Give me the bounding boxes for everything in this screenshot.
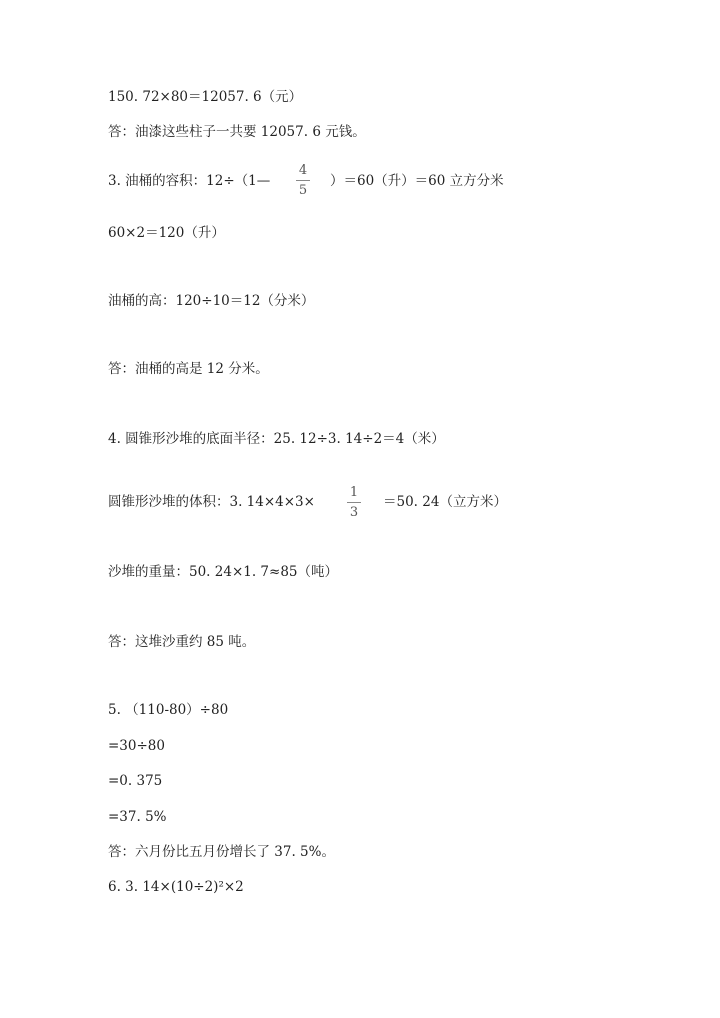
problem-5-step-3: =37. 5% bbox=[108, 809, 167, 825]
calc-line-cost: 150. 72×80＝12057. 6（元） bbox=[108, 89, 303, 105]
problem-4-volume-end: ＝50. 24（立方米） bbox=[383, 494, 507, 510]
answer-line-growth: 答：六月份比五月份增长了 37. 5%。 bbox=[108, 844, 335, 860]
calc-line-weight: 沙堆的重量：50. 24×1. 7≈85（吨） bbox=[108, 564, 339, 580]
calc-line-height: 油桶的高：120÷10＝12（分米） bbox=[108, 293, 315, 309]
fraction-bar bbox=[347, 502, 361, 503]
problem-3-volume-end: ）＝60（升）＝60 立方分米 bbox=[330, 173, 504, 189]
answer-line-paint: 答：油漆这些柱子一共要 12057. 6 元钱。 bbox=[108, 124, 366, 140]
fraction-denominator: 5 bbox=[298, 183, 308, 198]
fraction-denominator: 3 bbox=[349, 505, 359, 520]
problem-4-radius: 4. 圆锥形沙堆的底面半径：25. 12÷3. 14÷2＝4（米） bbox=[108, 431, 445, 447]
problem-3-volume-start: 3. 油桶的容积：12÷（1— bbox=[108, 173, 271, 189]
fraction-numerator: 4 bbox=[298, 163, 308, 178]
answer-line-height: 答：油桶的高是 12 分米。 bbox=[108, 361, 269, 377]
fraction-four-fifths bbox=[295, 163, 311, 198]
answer-line-weight: 答：这堆沙重约 85 吨。 bbox=[108, 634, 256, 650]
problem-4-volume-start: 圆锥形沙堆的体积：3. 14×4×3× bbox=[108, 494, 315, 510]
problem-5-start: 5. （110-80）÷80 bbox=[108, 702, 229, 718]
fraction-one-third bbox=[346, 485, 362, 520]
fraction-bar bbox=[296, 180, 310, 181]
problem-5-step-2: =0. 375 bbox=[108, 773, 163, 789]
problem-6-start: 6. 3. 14×(10÷2)²×2 bbox=[108, 879, 244, 895]
problem-5-step-1: =30÷80 bbox=[108, 738, 165, 754]
calc-line-capacity: 60×2＝120（升） bbox=[108, 225, 225, 241]
fraction-numerator: 1 bbox=[349, 485, 359, 500]
